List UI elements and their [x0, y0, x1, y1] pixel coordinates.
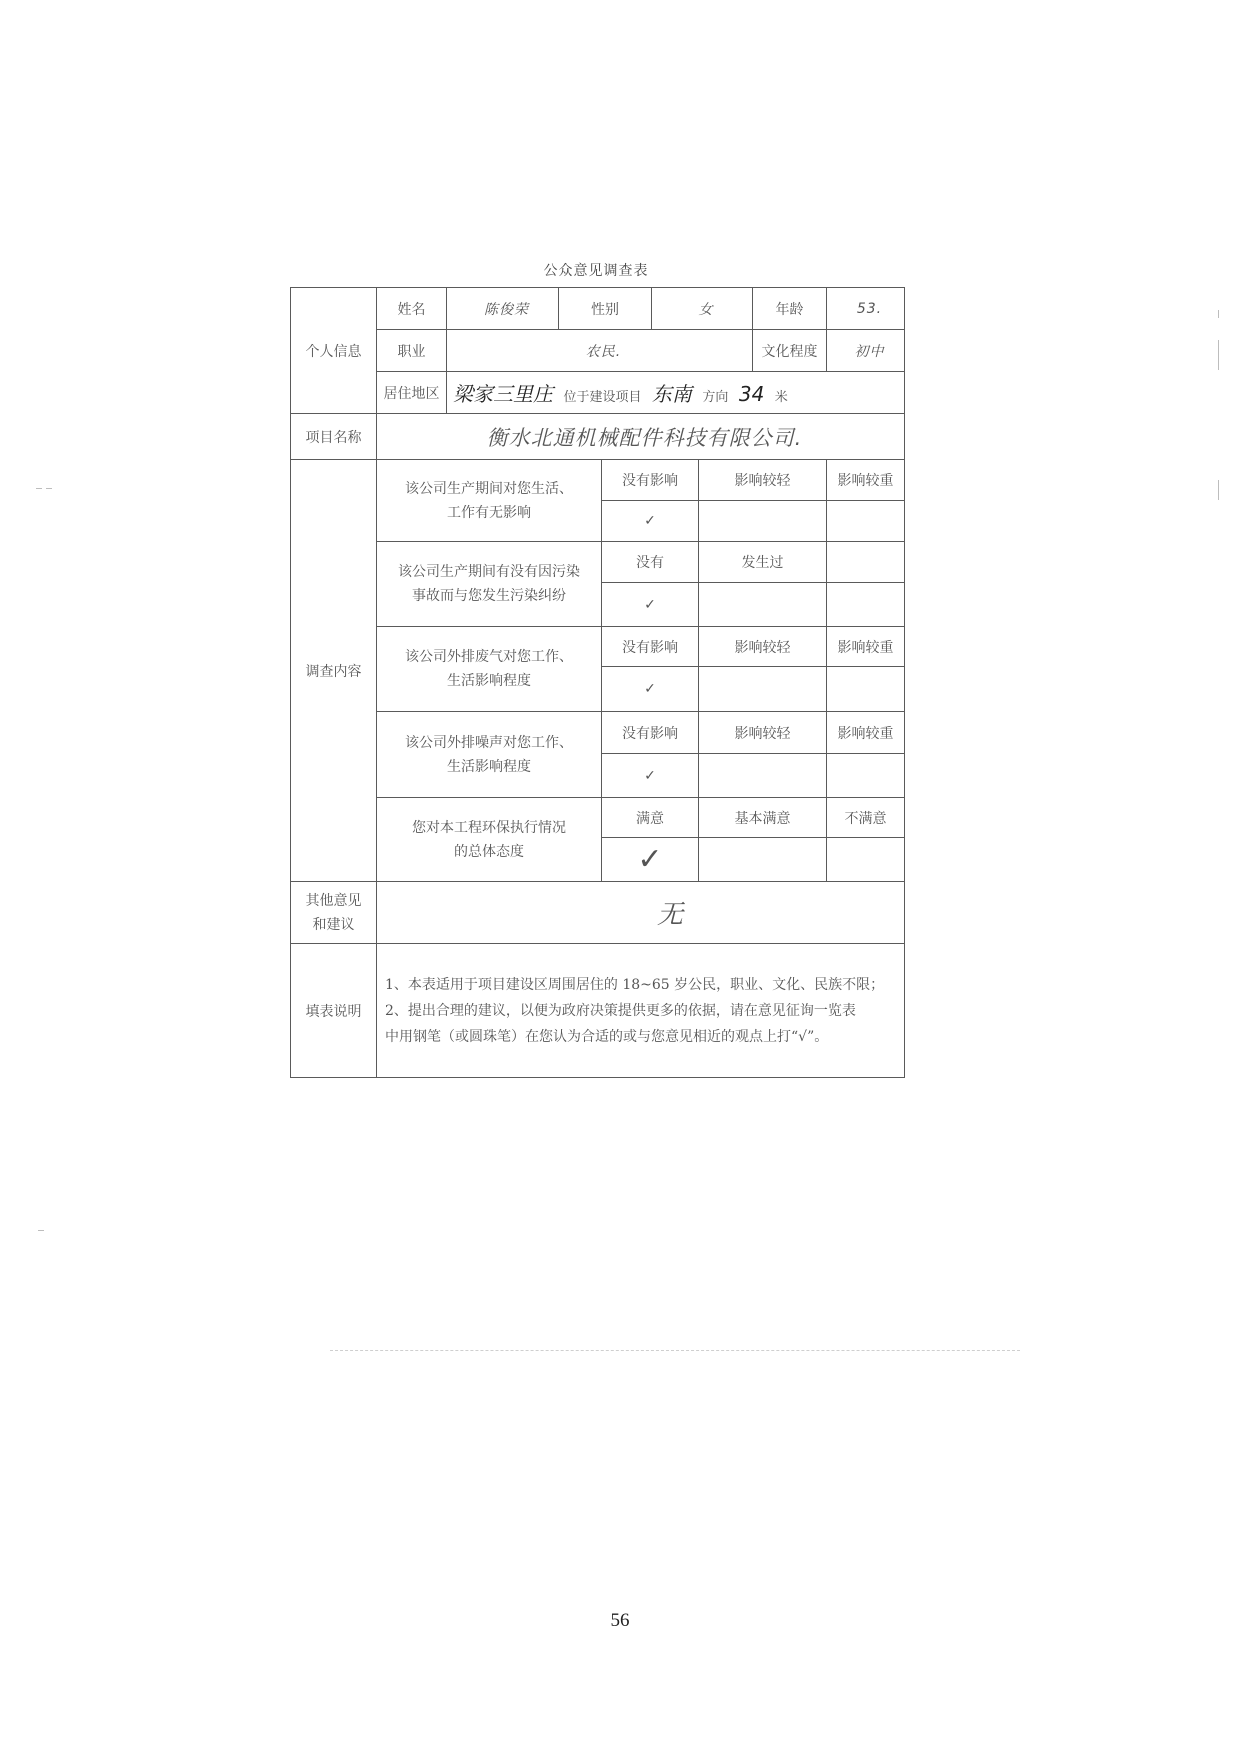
question-2-line-1: 该公司生产期间有没有因污染: [398, 564, 580, 580]
name-label: 姓名: [377, 288, 447, 330]
instructions-line-2: 2、提出合理的建议，以便为政府决策提供更多的依据，请在意见征询一览表: [385, 1002, 856, 1019]
question-2-option-2: 发生过: [699, 542, 827, 583]
question-4-line-2: 生活影响程度: [447, 758, 531, 775]
question-3-option-2: 影响较轻: [699, 627, 827, 667]
scan-speck: [1218, 480, 1219, 500]
gender-label: 性别: [559, 288, 652, 330]
question-3-answer-2: [699, 667, 827, 712]
direction-label: 方向: [702, 390, 729, 405]
question-3-answer-3: [827, 667, 905, 712]
question-1-line-2: 工作有无影响: [447, 504, 531, 521]
question-3-options-row: [291, 627, 905, 667]
age-value: 53.: [827, 288, 905, 330]
instructions-label: 填表说明: [291, 944, 377, 1078]
question-2-option-3: [827, 542, 905, 583]
question-4-text: [377, 712, 602, 798]
residence-value: 梁家三里庄: [453, 382, 553, 406]
gender-value: 女: [652, 288, 753, 330]
question-1-answer-3: [827, 501, 905, 542]
question-5-option-2: 基本满意: [699, 798, 827, 838]
question-5-option-3: 不满意: [827, 798, 905, 838]
question-5-line-2: 的总体态度: [454, 843, 524, 860]
scan-speck: [38, 1230, 44, 1231]
other-opinions-label-line-1: 其他意见: [305, 892, 362, 909]
question-1-check-mark: ✓: [602, 501, 699, 542]
question-5-option-1: 满意: [602, 798, 699, 838]
age-label: 年龄: [753, 288, 827, 330]
location-prefix: 位于建设项目: [563, 390, 642, 405]
form-title: 公众意见调查表: [543, 263, 649, 279]
question-3-line-1: 该公司外排废气对您工作、: [405, 649, 573, 665]
other-opinions-value: 无: [377, 882, 905, 944]
question-1-answer-2: [699, 501, 827, 542]
survey-content-label: 调查内容: [291, 460, 377, 882]
distance-value: 34: [738, 382, 765, 406]
question-5-answer-3: [827, 838, 905, 882]
question-4-option-2: 影响较轻: [699, 712, 827, 754]
scan-speck: [36, 488, 42, 489]
survey-form-table: [290, 287, 905, 1078]
scan-speck: [1218, 310, 1219, 318]
personal-info-label: 个人信息: [291, 288, 377, 414]
project-value: 衡水北通机械配件科技有限公司.: [377, 414, 905, 460]
question-5-check-mark: ✓: [602, 838, 699, 882]
residence-label: 居住地区: [377, 372, 447, 414]
question-3-check-mark: ✓: [602, 667, 699, 712]
question-1-options-row: [291, 460, 905, 501]
page-number: 56: [610, 1610, 630, 1631]
question-4-check-mark: ✓: [602, 754, 699, 798]
name-value: 陈俊荣: [447, 288, 559, 330]
question-2-check-mark: ✓: [602, 583, 699, 627]
question-3-text: [377, 627, 602, 712]
distance-unit: 米: [774, 390, 788, 405]
occupation-label: 职业: [377, 330, 447, 372]
residence-cell: [447, 372, 905, 414]
instructions-text: [377, 944, 905, 1078]
education-label: 文化程度: [753, 330, 827, 372]
question-4-option-3: 影响较重: [827, 712, 905, 754]
question-2-answer-3: [827, 583, 905, 627]
other-opinions-row: [291, 882, 905, 944]
question-1-text: [377, 460, 602, 542]
question-5-text: [377, 798, 602, 882]
question-2-option-1: 没有: [602, 542, 699, 583]
instructions-row: [291, 944, 905, 1078]
question-1-option-1: 没有影响: [602, 460, 699, 501]
education-value: 初中: [827, 330, 905, 372]
project-label: 项目名称: [291, 414, 377, 460]
question-4-line-1: 该公司外排噪声对您工作、: [405, 734, 573, 751]
question-5-answer-2: [699, 838, 827, 882]
question-2-options-row: [291, 542, 905, 583]
question-4-answer-3: [827, 754, 905, 798]
scan-speck: [1218, 340, 1219, 370]
question-2-text: [377, 542, 602, 627]
question-5-options-row: [291, 798, 905, 838]
direction-value: 东南: [651, 382, 692, 406]
question-1-option-2: 影响较轻: [699, 460, 827, 501]
question-2-line-2: 事故而与您发生污染纠纷: [412, 588, 566, 604]
question-1-line-1: 该公司生产期间对您生活、: [405, 480, 573, 497]
personal-row-1: [291, 288, 905, 330]
instructions-line-3: 中用钢笔（或圆珠笔）在您认为合适的或与您意见相近的观点上打“√”。: [385, 1028, 829, 1045]
personal-row-3: [291, 372, 905, 414]
instructions-line-1: 1、本表适用于项目建设区周围居住的 18~65 岁公民，职业、文化、民族不限；: [385, 976, 885, 993]
question-3-line-2: 生活影响程度: [447, 673, 531, 689]
question-1-option-3: 影响较重: [827, 460, 905, 501]
question-5-line-1: 您对本工程环保执行情况: [412, 819, 566, 836]
question-3-option-1: 没有影响: [602, 627, 699, 667]
question-2-answer-2: [699, 583, 827, 627]
question-4-option-1: 没有影响: [602, 712, 699, 754]
personal-row-2: [291, 330, 905, 372]
scan-artifact-line: [330, 1350, 1020, 1351]
other-opinions-label-line-2: 和建议: [312, 916, 355, 933]
question-3-option-3: 影响较重: [827, 627, 905, 667]
question-4-options-row: [291, 712, 905, 754]
other-opinions-label: [291, 882, 377, 944]
project-row: [291, 414, 905, 460]
question-4-answer-2: [699, 754, 827, 798]
occupation-value: 农民.: [447, 330, 753, 372]
scan-speck: [46, 488, 52, 489]
